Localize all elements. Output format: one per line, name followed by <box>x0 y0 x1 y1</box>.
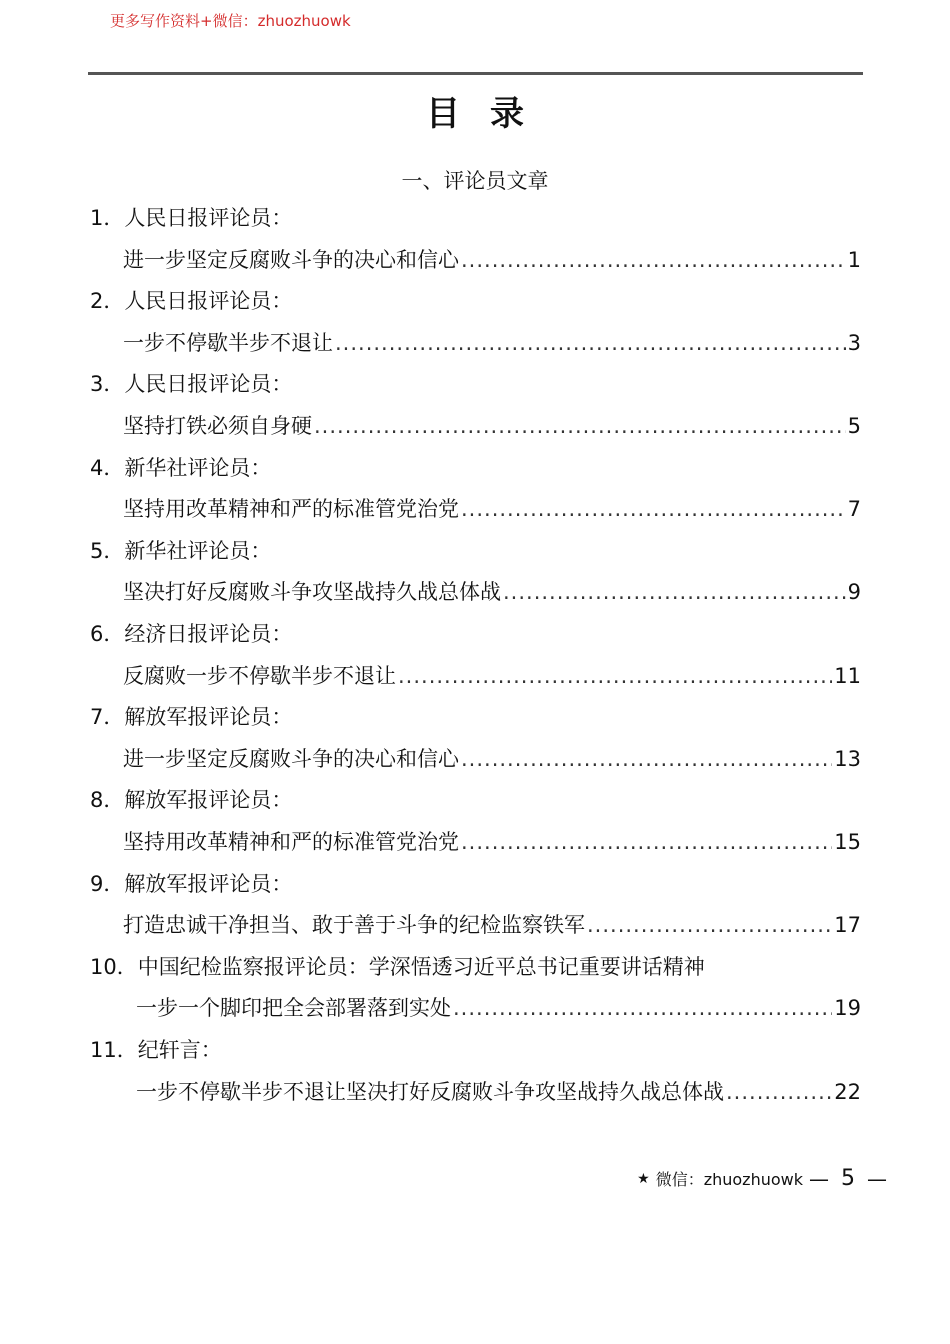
toc-dot-leader <box>587 907 832 944</box>
toc-entry-11[interactable] <box>90 1032 865 1115</box>
toc-page-number: 22 <box>834 1079 861 1104</box>
toc-page-number: 13 <box>834 746 861 771</box>
toc-title-row[interactable] <box>90 574 865 616</box>
footer-dash-right: — <box>867 1166 887 1191</box>
toc-dot-leader <box>461 741 832 778</box>
toc-title-row[interactable] <box>90 325 865 367</box>
toc-title: 坚决打好反腐败斗争攻坚战持久战总体战 <box>123 580 501 605</box>
page-number: 5 <box>841 1166 855 1191</box>
toc-source: 11．纪轩言： <box>90 1037 222 1062</box>
toc-title-row[interactable] <box>90 1074 865 1116</box>
toc-page-number: 7 <box>847 497 861 522</box>
toc-title-row[interactable] <box>90 242 865 284</box>
toc-title-row[interactable] <box>90 741 865 783</box>
toc-entry-3[interactable] <box>90 366 865 449</box>
toc-dot-leader <box>503 574 846 611</box>
toc-source: 5．新华社评论员： <box>90 538 272 563</box>
star-icon: ★ <box>637 1170 650 1187</box>
footer-dash-left: — <box>809 1166 829 1191</box>
toc-dot-leader <box>726 1074 832 1111</box>
toc-entry-2[interactable] <box>90 283 865 366</box>
toc-title: 坚持用改革精神和严的标准管党治党 <box>123 497 459 522</box>
page-footer <box>637 1166 887 1191</box>
toc-entry-4[interactable] <box>90 450 865 533</box>
toc-dot-leader <box>335 325 846 362</box>
toc-page-number: 17 <box>834 913 861 938</box>
section-heading: 一、评论员文章 <box>401 169 549 193</box>
toc-title: 坚持打铁必须自身硬 <box>123 414 312 439</box>
toc-entry-10[interactable] <box>90 949 865 1032</box>
toc-page-number: 19 <box>834 996 861 1021</box>
toc-title-row[interactable] <box>90 990 865 1032</box>
toc-page-number: 15 <box>834 830 861 854</box>
toc-title: 坚持用改革精神和严的标准管党治党 <box>123 830 459 854</box>
toc-dot-leader <box>461 242 846 279</box>
toc-source: 2．人民日报评论员： <box>90 289 293 314</box>
toc-page-number: 3 <box>847 330 861 355</box>
toc-page-number: 9 <box>847 580 861 605</box>
toc-title: 一步一个脚印把全会部署落到实处 <box>136 996 451 1021</box>
toc-page-number: 1 <box>847 247 861 272</box>
toc-entry-7[interactable] <box>90 699 865 782</box>
table-of-contents <box>90 200 865 1115</box>
toc-source: 10．中国纪检监察报评论员：学深悟透习近平总书记重要讲话精神 <box>90 954 705 979</box>
toc-title-row[interactable] <box>90 491 865 533</box>
toc-title-row[interactable] <box>90 824 865 866</box>
toc-entry-9[interactable] <box>90 866 865 949</box>
toc-dot-leader <box>314 408 846 445</box>
header-note: 更多写作资料+微信：zhuozhuowk <box>110 12 351 30</box>
toc-source: 7．解放军报评论员： <box>90 705 293 730</box>
toc-entry-8[interactable] <box>90 782 865 865</box>
toc-page-number: 5 <box>847 414 861 439</box>
toc-title: 反腐败一步不停歇半步不退让 <box>123 663 396 688</box>
toc-entry-6[interactable] <box>90 616 865 699</box>
toc-dot-leader <box>461 824 832 861</box>
toc-source: 6．经济日报评论员： <box>90 621 293 646</box>
toc-source: 9．解放军报评论员： <box>90 871 293 896</box>
toc-title: 一步不停歇半步不退让坚决打好反腐败斗争攻坚战持久战总体战 <box>136 1079 724 1104</box>
toc-title: 进一步坚定反腐败斗争的决心和信心 <box>123 247 459 272</box>
toc-entry-5[interactable] <box>90 533 865 616</box>
toc-title: 打造忠诚干净担当、敢于善于斗争的纪检监察铁军 <box>123 913 585 938</box>
toc-title: 进一步坚定反腐败斗争的决心和信心 <box>123 746 459 771</box>
toc-title-row[interactable] <box>90 408 865 450</box>
toc-title: 一步不停歇半步不退让 <box>123 330 333 355</box>
toc-source: 1．人民日报评论员： <box>90 206 293 230</box>
toc-dot-leader <box>453 990 832 1027</box>
toc-source: 8．解放军报评论员： <box>90 788 293 813</box>
toc-title-row[interactable] <box>90 658 865 700</box>
toc-title-row[interactable] <box>90 907 865 949</box>
toc-entry-1[interactable] <box>90 200 865 283</box>
toc-source: 4．新华社评论员： <box>90 455 272 480</box>
footer-label: 微信：zhuozhuowk <box>655 1170 803 1189</box>
toc-dot-leader <box>461 491 846 528</box>
header-divider <box>88 72 863 75</box>
toc-page-number: 11 <box>834 663 861 688</box>
toc-source: 3．人民日报评论员： <box>90 372 293 397</box>
toc-dot-leader <box>398 658 832 695</box>
page-title: 目录 <box>426 94 554 134</box>
